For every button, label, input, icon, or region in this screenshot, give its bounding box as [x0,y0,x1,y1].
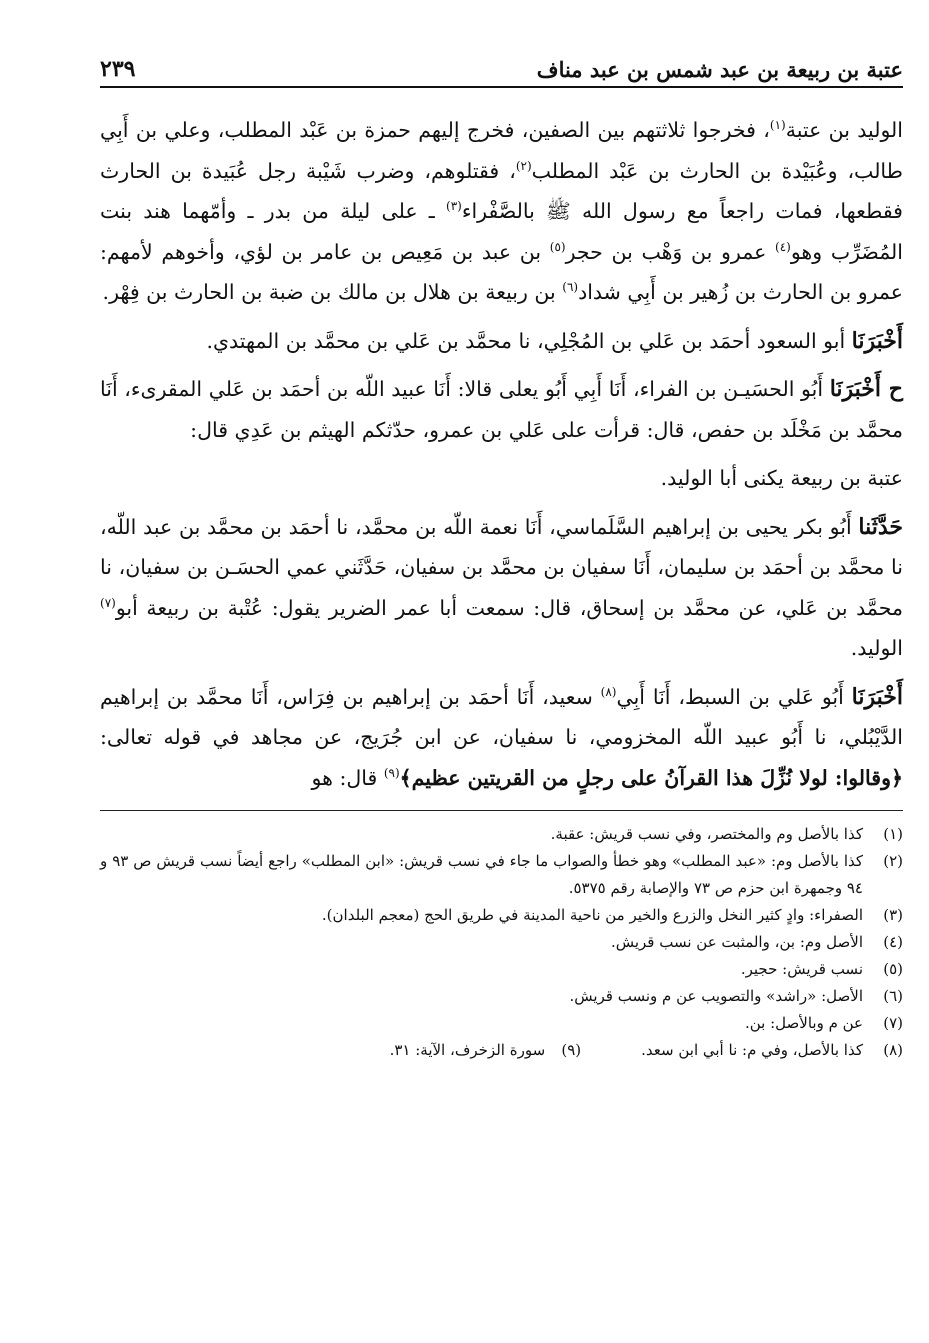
footnote-number: (٦) [883,987,903,1005]
footnote-6 [100,983,903,1010]
footnote-text: الأصل: «راشد» والتصويب عن م ونسب قريش. [569,987,863,1005]
page-number: ٢٣٩ [100,56,136,82]
text-span: بن عبد بن مَعِيص بن عامر بن لؤي، وأخوهم لأمهم: عمرو بن الحارث بن زُهير بن أَبِي شداد [100,239,903,304]
footnote-text: الصفراء: وادٍ كثير النخل والزرع والخير من ناحية المدينة في طريق الحج (معجم البلدان). [321,906,863,924]
footnote-number: (٩) [561,1041,582,1059]
text-span: ـ على ليلة من بدر ـ وأمّهما هند بنت المُضَرِّب وهو [100,199,903,264]
footnote-text: عن م وبالأصل: بن. [744,1014,863,1032]
text-span: ، فقتلوهم، وضرب شَيْبة رجل عُبَيدة بن الحارث فقطعها، فمات راجعاً مع رسول الله ﷺ بالصَّفْراء [100,158,903,223]
footnote-number: (٤) [883,933,903,951]
footnote-ref: (٥) [549,239,566,254]
text-span: أَبُو الحسَيـن بن الفراء، أَنَا أَبِي أَبُو يعلى قالا: أَنَا عبيد اللّه بن أحمَد بن عَلي المقرىء، أَنَا محمَّد بن مَخْلَد بن حفص، قال: قرأت على عَلي بن عمرو، حدّثكم الهيثم بن عَدِي قال: [100,377,903,442]
footnote-ref: (٣) [446,199,462,214]
text-span: ، فخرجوا ثلاثتهم بين الصفين، فخرج إليهم حمزة بن عَبْد المطلب، وعلي بن أَبِي طالب، وعُبَيْدة بن الحارث بن عَبْد المطلب [100,118,903,183]
keyword-prefix: ح [881,376,903,402]
paragraph-3 [100,369,903,450]
text-span: قال: هو [311,765,384,790]
footnote-ref: (٩) [383,765,400,780]
keyword-akhbarana: أَخْبَرَنَا [829,376,882,402]
quran-verse: ﴿وقالوا: لولا نُزِّلَ هذا القرآنُ على رجلٍ من القريتين عظيم﴾ [399,765,903,790]
footnote-number: (١) [883,825,903,843]
footnote-number: (٧) [883,1014,903,1032]
footnote-ref: (٦) [562,280,579,295]
text-span: أبو السعود أحمَد بن عَلي بن المُجْلِي، نا محمَّد بن عَلي بن محمَّد بن المهتدي. [206,328,852,353]
text-span: عمرو بن وَهْب بن حجر [565,239,775,264]
footnotes [100,821,903,1064]
paragraph-6 [100,677,903,799]
footnote-separator [100,810,903,811]
text-span: الوليد بن عتبة [785,118,904,142]
running-header [100,52,903,88]
header-title: عتبة بن ربيعة بن عبد شمس بن عبد مناف [536,57,903,82]
footnote-text: كذا بالأصل وم: «عبد المطلب» وهو خطأ والصواب ما جاء في نسب قريش: «ابن المطلب» راجع أيضاً نسب قريش ص ٩٣ و ٩٤ وجمهرة ابن حزم ص ٧٣ والإصابة رقم ٥٣٧٥. [100,852,863,897]
footnote-number: (٢) [883,852,903,870]
footnote-ref: (٧) [100,595,116,610]
keyword-akhbarana: أَخْبَرَنَا [851,683,903,710]
footnote-3 [100,902,903,929]
text-span: أَبُو عَلي بن السبط، أَنَا أَبِي [616,684,852,709]
text-span: سعيد، أَنَا أحمَد بن إبراهيم بن فِرَاس، أَنَا محمَّد بن إبراهيم الدَّيْبُلي، نا أَبُو عبيد اللّه المخزومي، نا سفيان، عن ابن جُرَيج، عن مجاهد في قوله تعالى: [100,684,903,749]
paragraph-1 [100,110,903,313]
text-span: الوليد. [850,636,903,660]
footnote-number: (٥) [883,960,903,978]
keyword-haddathana: حَدَّثَنا [858,513,903,540]
footnote-9 [390,1037,582,1064]
footnote-ref: (١) [769,118,786,133]
keyword-akhbarana: أَخْبَرَنَا [851,327,903,354]
footnote-7 [100,1010,903,1037]
footnote-text: الأصل وم: بن، والمثبت عن نسب قريش. [610,933,863,951]
text-span: عتبة بن ربيعة يكنى أبا الوليد. [660,466,903,490]
main-text [100,110,903,798]
footnote-5 [100,956,903,983]
paragraph-5 [100,507,903,669]
footnote-ref: (٢) [515,158,532,173]
paragraph-4 [100,458,903,499]
footnote-1 [100,821,903,848]
footnote-text: كذا بالأصل، وفي م: نا أبي ابن سعد. [641,1041,863,1059]
footnote-2 [100,848,903,902]
footnote-4 [100,929,903,956]
footnote-text: كذا بالأصل وم والمختصر، وفي نسب قريش: عقبة. [550,825,863,843]
footnote-number: (٨) [883,1041,903,1059]
text-span: أَبُو بكر يحيى بن إبراهيم السَّلَماسي، أَنَا نعمة اللّه بن محمَّد، نا أحمَد بن محمَّد بن عبد اللّه، نا محمَّد بن أحمَد بن سليمان، أَنَا سفيان بن محمَّد بن سفيان، حَدَّثَني عمي الحسَـن بن سفيان، نا محمَّد بن عَلي، عن محمَّد بن إسحاق، قال: سمعت أبا عمر الضرير يقول: عُتْبة بن ربيعة أبو [100,514,903,620]
paragraph-2 [100,321,903,362]
footnote-text: نسب قريش: حجير. [740,960,863,978]
footnote-ref: (٨) [600,684,617,699]
footnote-text: سورة الزخرف، الآية: ٣١. [389,1041,546,1059]
footnote-ref: (٤) [775,239,791,254]
footnote-number: (٣) [883,906,903,924]
text-span: بن ربيعة بن هلال بن مالك بن ضبة بن الحارث بن فِهْر. [102,280,563,304]
book-page [100,52,903,1292]
footnote-row-8-9 [100,1037,903,1064]
